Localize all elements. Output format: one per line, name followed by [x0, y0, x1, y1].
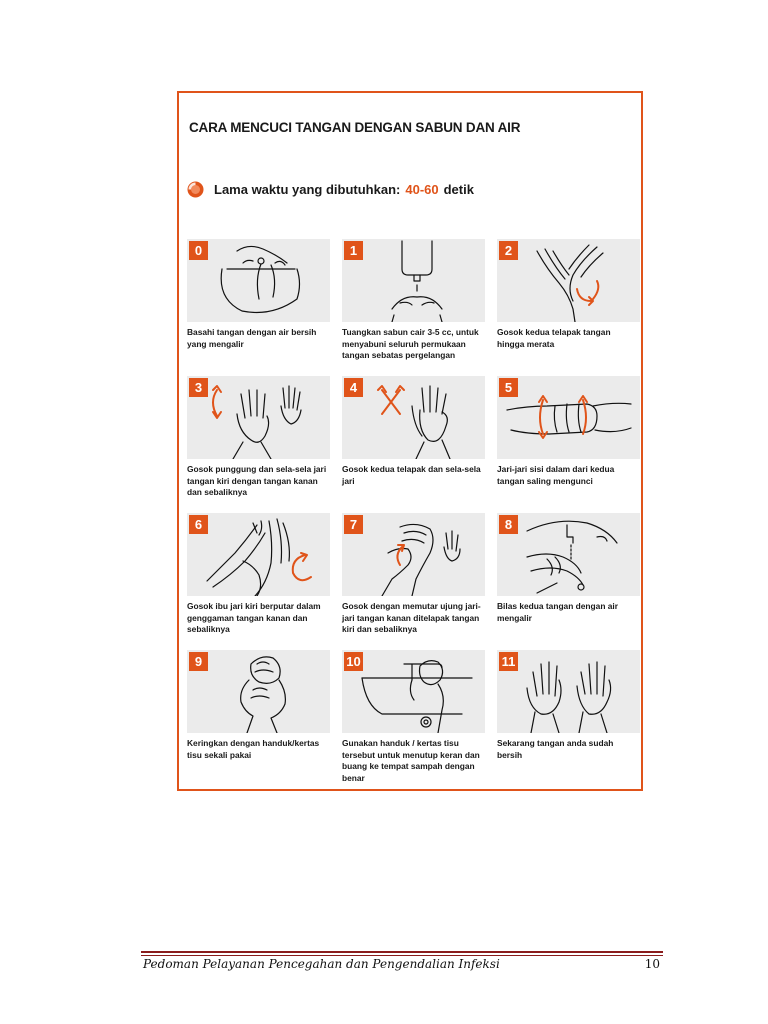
hands-under-faucet-icon: [187, 239, 330, 322]
steps-grid: [187, 239, 640, 787]
step-illustration: [497, 376, 640, 459]
step-illustration: [497, 650, 640, 733]
step-caption: Tuangkan sabun cair 3-5 cc, untuk menyabuni seluruh permukaan tangan sebatas pergelangan: [342, 327, 479, 360]
step-illustration: [187, 376, 330, 459]
back-of-hands-icon: [187, 376, 330, 459]
clock-icon: [187, 181, 204, 198]
step-card: [187, 513, 330, 650]
step-caption: Sekarang tangan anda sudah bersih: [497, 738, 614, 760]
step-number: 6: [189, 515, 208, 534]
step-card: [497, 376, 640, 513]
step-number: 4: [344, 378, 363, 397]
step-card: [497, 650, 640, 787]
step-number: 5: [499, 378, 518, 397]
step-caption: Bilas kedua tangan dengan air mengalir: [497, 601, 619, 623]
step-number: 9: [189, 652, 208, 671]
fingertips-rub-icon: [342, 513, 485, 596]
step-illustration: [342, 239, 485, 322]
step-number: 3: [189, 378, 208, 397]
step-illustration: [497, 239, 640, 322]
step-card: [187, 650, 330, 787]
footer-rule: [141, 951, 663, 953]
step-caption: Jari-jari sisi dalam dari kedua tangan saling mengunci: [497, 464, 615, 486]
step-caption: Gosok ibu jari kiri berputar dalam genggaman tangan kanan dan sebaliknya: [187, 601, 321, 634]
step-card: [187, 376, 330, 513]
step-card: [342, 239, 485, 376]
step-caption: Gosok punggung dan sela-sela jari tangan kiri dengan tangan kanan dan sebaliknya: [187, 464, 327, 497]
step-number: 2: [499, 241, 518, 260]
step-number: 10: [344, 652, 363, 671]
clean-hands-icon: [497, 650, 640, 733]
footer-rule-thin: [141, 955, 663, 956]
step-number: 8: [499, 515, 518, 534]
step-illustration: [342, 513, 485, 596]
close-faucet-icon: [342, 650, 485, 733]
step-illustration: [187, 239, 330, 322]
step-caption: Gosok dengan memutar ujung jari-jari tangan kanan ditelapak tangan kiri dan sebaliknya: [342, 601, 481, 634]
step-illustration: [187, 650, 330, 733]
interlocked-fingers-icon: [497, 376, 640, 459]
step-number: 7: [344, 515, 363, 534]
step-card: [342, 513, 485, 650]
step-caption: Basahi tangan dengan air bersih yang mengalir: [187, 327, 317, 349]
duration-value: 40-60: [405, 181, 439, 197]
rotate-thumb-icon: [187, 513, 330, 596]
step-illustration: [187, 513, 330, 596]
footer-title: Pedoman Pelayanan Pencegahan dan Pengendalian Infeksi: [143, 957, 500, 971]
step-number: 11: [499, 652, 518, 671]
duration-unit: detik: [443, 181, 474, 197]
step-caption: Gosok kedua telapak dan sela-sela jari: [342, 464, 481, 486]
step-card: [497, 513, 640, 650]
step-caption: Gunakan handuk / kertas tisu tersebut untuk menutup keran dan buang ke tempat sampah dengan benar: [342, 738, 480, 783]
step-card: [497, 239, 640, 376]
handwashing-poster: [177, 91, 643, 791]
step-illustration: [497, 513, 640, 596]
rub-palms-icon: [497, 239, 640, 322]
step-card: [342, 650, 485, 787]
soap-dispenser-icon: [342, 239, 485, 322]
poster-title: CARA MENCUCI TANGAN DENGAN SABUN DAN AIR: [189, 120, 521, 135]
step-card: [342, 376, 485, 513]
step-illustration: [342, 650, 485, 733]
rinse-hands-icon: [497, 513, 640, 596]
dry-hands-towel-icon: [187, 650, 330, 733]
step-number: 0: [189, 241, 208, 260]
step-illustration: [342, 376, 485, 459]
step-caption: Keringkan dengan handuk/kertas tisu sekali pakai: [187, 738, 320, 760]
duration-row: [187, 179, 474, 199]
duration-label: Lama waktu yang dibutuhkan:: [214, 181, 401, 197]
interlaced-fingers-icon: [342, 376, 485, 459]
step-number: 1: [344, 241, 363, 260]
step-caption: Gosok kedua telapak tangan hingga merata: [497, 327, 611, 349]
page-number: 10: [644, 957, 660, 971]
step-card: [187, 239, 330, 376]
